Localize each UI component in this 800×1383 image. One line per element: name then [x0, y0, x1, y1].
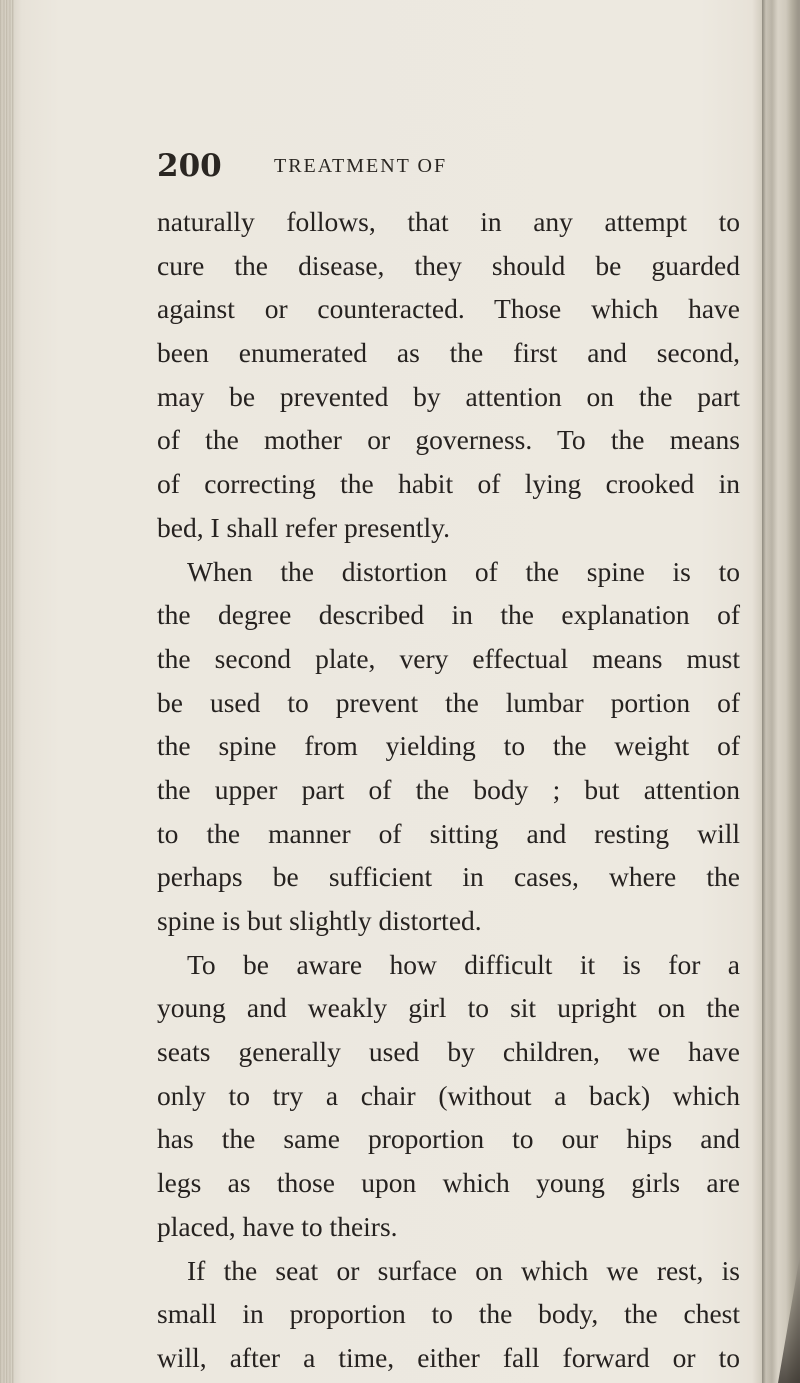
text-line: will, after a time, either fall forward or to	[157, 1341, 740, 1373]
text-line: When the distortion of the spine is to	[187, 555, 740, 587]
page-gutter	[0, 0, 14, 1383]
text-line: only to try a chair (without a back) which	[157, 1079, 740, 1111]
text-line: the spine from yielding to the weight of	[157, 730, 740, 762]
page-number: 200	[157, 148, 222, 184]
text-line: legs as those upon which young girls are	[157, 1167, 740, 1199]
text-line: the upper part of the body ; but attention	[157, 773, 740, 805]
text-line: bed, I shall refer presently.	[157, 511, 450, 543]
text-line: spine is but slightly distorted.	[157, 905, 482, 936]
text-line: may be prevented by attention on the part	[157, 380, 740, 412]
running-head: TREATMENT OF	[274, 155, 448, 177]
text-line: of correcting the habit of lying crooked in	[157, 468, 740, 500]
page-edge	[762, 0, 800, 1383]
text-line: To be aware how difficult it is for a	[187, 948, 740, 980]
text-line: young and weakly girl to sit upright on the	[157, 992, 740, 1024]
text-line: to the manner of sitting and resting will	[157, 817, 740, 849]
text-line: naturally follows, that in any attempt to	[157, 206, 740, 237]
body-text	[157, 200, 740, 1380]
text-line: small in proportion to the body, the chest	[157, 1298, 740, 1330]
text-line: be used to prevent the lumbar portion of	[157, 686, 740, 718]
text-line: If the seat or surface on which we rest, is	[187, 1254, 740, 1286]
text-line: seats generally used by children, we have	[157, 1036, 740, 1068]
text-line: the second plate, very effectual means must	[157, 642, 740, 674]
text-line: cure the disease, they should be guarded	[157, 249, 740, 281]
text-line: has the same proportion to our hips and	[157, 1123, 740, 1155]
page-header	[157, 148, 717, 188]
text-line: of the mother or governess. To the means	[157, 424, 740, 456]
text-line: the degree described in the explanation of	[157, 599, 740, 631]
text-line: perhaps be sufficient in cases, where the	[157, 861, 740, 893]
text-line: been enumerated as the first and second,	[157, 337, 740, 369]
text-line: placed, have to theirs.	[157, 1210, 398, 1242]
text-line: against or counteracted. Those which have	[157, 293, 740, 325]
